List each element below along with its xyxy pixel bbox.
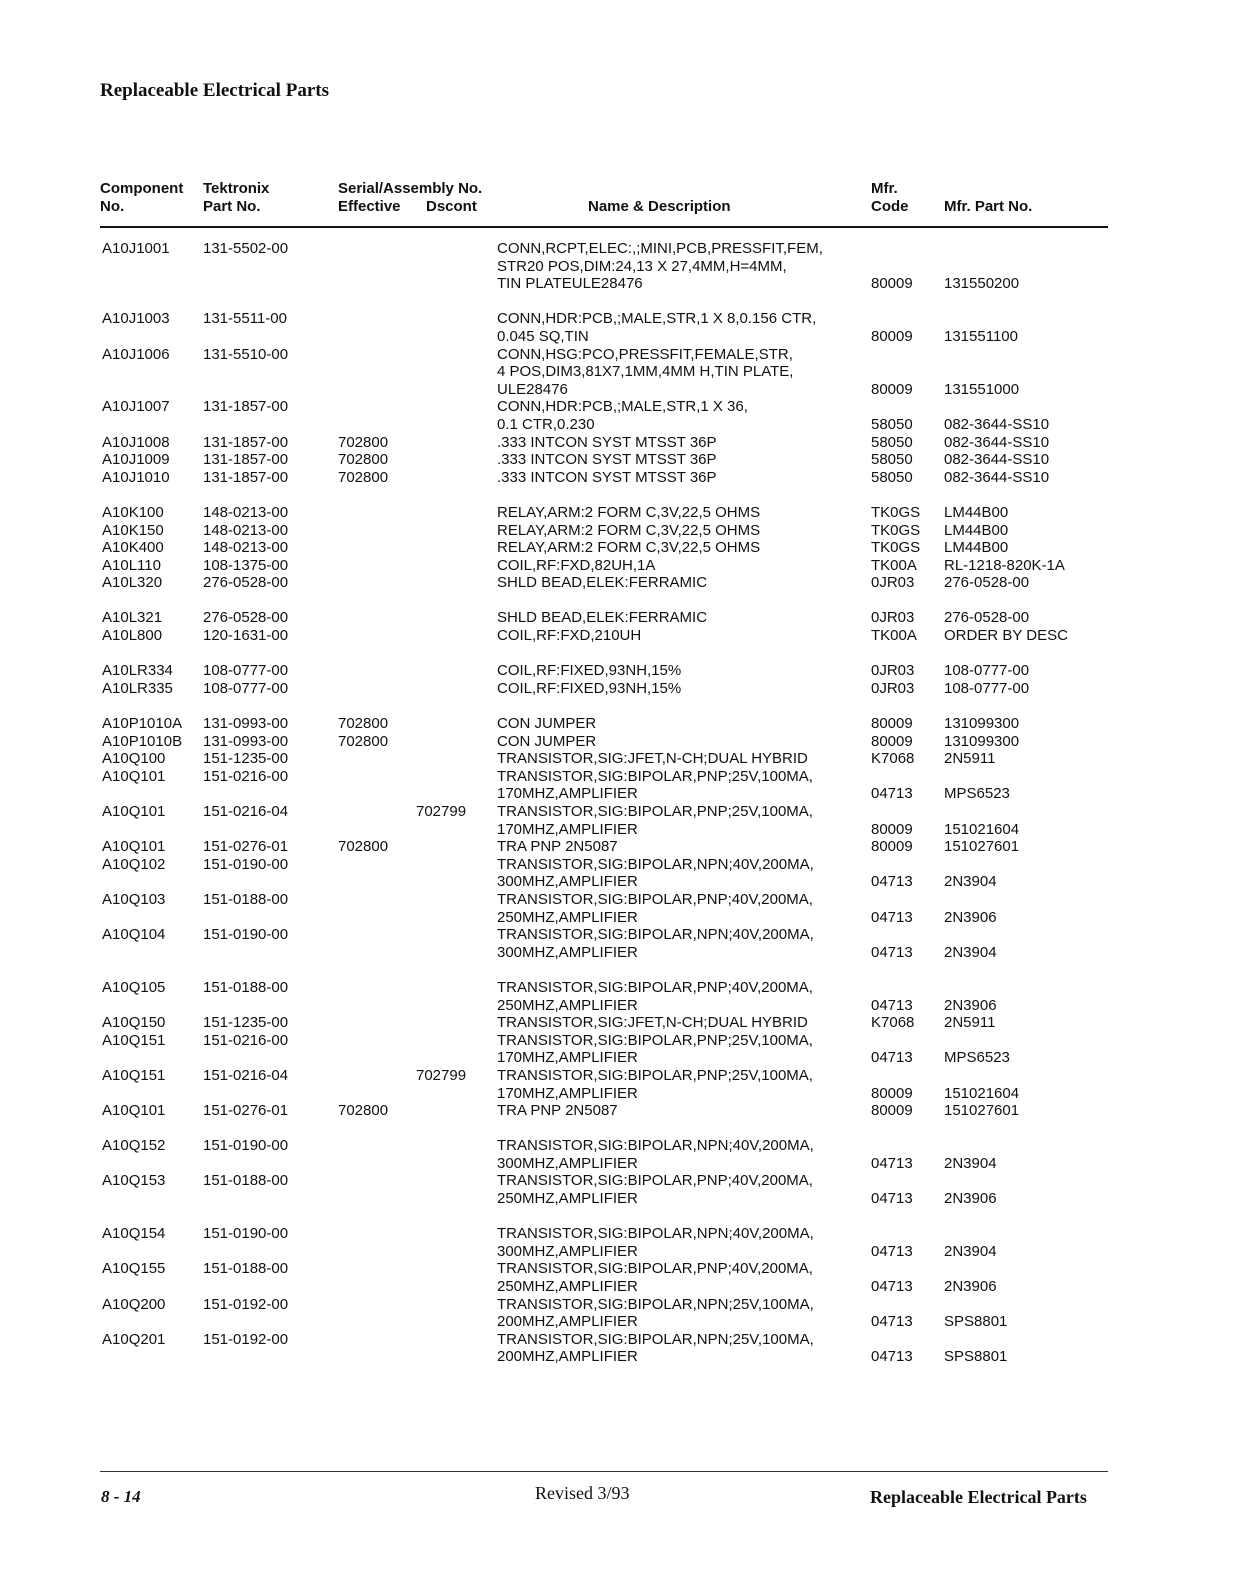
mfr-part-no-cell: MPS6523 xyxy=(944,1049,1010,1067)
table-row xyxy=(0,240,1236,258)
mfr-code-cell: 58050 xyxy=(871,451,913,469)
description-cell: SHLD BEAD,ELEK:FERRAMIC xyxy=(497,574,708,592)
table-row xyxy=(0,275,1236,293)
mfr-part-no-cell: 2N3906 xyxy=(944,1190,997,1208)
mfr-part-no-cell: 276-0528-00 xyxy=(944,574,1030,592)
component-cell: A10Q103 xyxy=(102,890,166,908)
description-cell: CONN,HDR:PCB,;MALE,STR,1 X 36, xyxy=(497,398,748,416)
component-cell: A10Q100 xyxy=(102,750,166,768)
table-row xyxy=(0,1225,1236,1243)
mfr-part-no-cell: 2N5911 xyxy=(944,750,996,768)
description-cell: CONN,RCPT,ELEC:,;MINI,PCB,PRESSFIT,FEM, xyxy=(497,240,823,257)
description-cell: 300MHZ,AMPLIFIER xyxy=(497,1154,638,1172)
table-row xyxy=(0,486,1236,504)
table-row xyxy=(0,328,1236,346)
part-no-cell: 151-0216-04 xyxy=(203,1066,289,1084)
table-row xyxy=(0,1260,1236,1278)
part-no-cell: 108-1375-00 xyxy=(203,556,289,574)
part-no-cell: 151-0192-00 xyxy=(203,1295,289,1313)
mfr-part-no-cell: ORDER BY DESC xyxy=(944,627,1068,645)
part-no-cell: 131-5511-00 xyxy=(203,310,287,328)
mfr-part-no-cell: 108-0777-00 xyxy=(944,662,1030,680)
mfr-part-no-cell: 131099300 xyxy=(944,732,1020,750)
table-row xyxy=(0,768,1236,786)
mfr-part-no-cell: 151027601 xyxy=(944,1102,1020,1120)
component-cell: A10LR335 xyxy=(102,679,173,697)
header-code: Code xyxy=(871,198,909,215)
description-cell: 250MHZ,AMPLIFIER xyxy=(497,1190,638,1208)
table-row xyxy=(0,997,1236,1015)
mfr-code-cell: 80009 xyxy=(871,732,913,750)
mfr-part-no-cell: SPS8801 xyxy=(944,1313,1008,1331)
part-no-cell: 151-0188-00 xyxy=(203,1172,289,1190)
component-cell: A10J1006 xyxy=(102,345,170,363)
mfr-code-cell: 80009 xyxy=(871,838,913,856)
part-no-cell: 108-0777-00 xyxy=(203,679,289,697)
mfr-code-cell: 04713 xyxy=(871,1154,913,1172)
header-mfr-part-no: Mfr. Part No. xyxy=(944,198,1033,215)
component-cell: A10K150 xyxy=(102,521,164,539)
description-cell: RELAY,ARM:2 FORM C,3V,22,5 OHMS xyxy=(497,503,761,521)
table-row xyxy=(0,838,1236,856)
table-row xyxy=(0,1296,1236,1314)
component-cell: A10K100 xyxy=(102,503,164,521)
description-cell: 0.1 CTR,0.230 xyxy=(497,415,595,433)
table-row xyxy=(0,469,1236,487)
description-cell: TRANSISTOR,SIG:JFET,N-CH;DUAL HYBRID xyxy=(497,750,808,768)
mfr-part-no-cell: 2N3906 xyxy=(944,908,997,926)
part-no-cell: 151-0188-00 xyxy=(203,890,289,908)
description-cell: TRA PNP 2N5087 xyxy=(497,1102,618,1120)
mfr-part-no-cell: 131550200 xyxy=(944,275,1020,293)
description-cell: 250MHZ,AMPLIFIER xyxy=(497,1278,638,1296)
table-row xyxy=(0,1085,1236,1103)
component-cell: A10J1001 xyxy=(102,240,170,257)
part-no-cell: 131-1857-00 xyxy=(203,451,289,469)
mfr-part-no-cell: LM44B00 xyxy=(944,521,1009,539)
mfr-code-cell: 04713 xyxy=(871,1049,913,1067)
table-row xyxy=(0,574,1236,592)
table-row xyxy=(0,1049,1236,1067)
mfr-code-cell: K7068 xyxy=(871,1014,915,1032)
component-cell: A10J1007 xyxy=(102,398,170,416)
part-no-cell: 151-0190-00 xyxy=(203,926,289,944)
component-cell: A10L320 xyxy=(102,574,163,592)
mfr-code-cell: TK00A xyxy=(871,627,917,645)
effective-cell: 702800 xyxy=(338,468,389,486)
mfr-part-no-cell: LM44B00 xyxy=(944,539,1009,557)
description-cell: TIN PLATEULE28476 xyxy=(497,275,643,293)
part-no-cell: 131-1857-00 xyxy=(203,398,289,416)
part-no-cell: 120-1631-00 xyxy=(203,627,289,645)
effective-cell: 702800 xyxy=(338,451,389,469)
mfr-code-cell: 04713 xyxy=(871,1313,913,1331)
component-cell: A10Q151 xyxy=(102,1031,166,1049)
mfr-code-cell: 80009 xyxy=(871,820,913,838)
table-row xyxy=(0,1032,1236,1050)
table-row xyxy=(0,451,1236,469)
table-row xyxy=(0,1014,1236,1032)
mfr-code-cell: 04713 xyxy=(871,996,913,1014)
mfr-part-no-cell: 2N3904 xyxy=(944,1242,997,1260)
part-no-cell: 151-0190-00 xyxy=(203,855,289,873)
effective-cell: 702800 xyxy=(338,1102,389,1120)
mfr-part-no-cell: 2N3906 xyxy=(944,996,997,1014)
table-row xyxy=(0,346,1236,364)
part-no-cell: 131-5502-00 xyxy=(203,240,289,257)
header-component: Component xyxy=(100,180,184,197)
header-dscont: Dscont xyxy=(426,198,477,215)
description-cell: .333 INTCON SYST MTSST 36P xyxy=(497,433,717,451)
mfr-part-no-cell: RL-1218-820K-1A xyxy=(944,556,1065,574)
mfr-part-no-cell: 131099300 xyxy=(944,715,1020,733)
mfr-part-no-cell: 2N3904 xyxy=(944,943,997,961)
description-cell: 300MHZ,AMPLIFIER xyxy=(497,1242,638,1260)
mfr-part-no-cell: 151021604 xyxy=(944,820,1020,838)
description-cell: TRANSISTOR,SIG:BIPOLAR,PNP;40V,200MA, xyxy=(497,1260,813,1278)
component-cell: A10Q104 xyxy=(102,926,166,944)
mfr-part-no-cell: 2N3904 xyxy=(944,1154,997,1172)
header-component-no: No. xyxy=(100,198,125,215)
mfr-part-no-cell: 131551100 xyxy=(944,327,1018,345)
mfr-code-cell: 58050 xyxy=(871,433,913,451)
description-cell: 4 POS,DIM3,81X7,1MM,4MM H,TIN PLATE, xyxy=(497,363,794,381)
component-cell: A10Q155 xyxy=(102,1260,166,1278)
description-cell: COIL,RF:FIXED,93NH,15% xyxy=(497,662,682,680)
description-cell: TRANSISTOR,SIG:BIPOLAR,PNP;40V,200MA, xyxy=(497,890,813,908)
table-row xyxy=(0,785,1236,803)
table-row xyxy=(0,609,1236,627)
table-row xyxy=(0,258,1236,276)
table-row xyxy=(0,381,1236,399)
component-cell: A10Q200 xyxy=(102,1295,166,1313)
component-cell: A10J1009 xyxy=(102,451,170,469)
table-row xyxy=(0,1208,1236,1226)
table-row xyxy=(0,873,1236,891)
component-cell: A10Q201 xyxy=(102,1330,166,1348)
mfr-code-cell: 80009 xyxy=(871,327,913,345)
part-no-cell: 151-1235-00 xyxy=(203,750,289,768)
description-cell: .333 INTCON SYST MTSST 36P xyxy=(497,451,717,469)
table-row xyxy=(0,363,1236,381)
table-row xyxy=(0,1190,1236,1208)
mfr-part-no-cell: 082-3644-SS10 xyxy=(944,468,1050,486)
mfr-code-cell: 80009 xyxy=(871,715,913,733)
part-no-cell: 276-0528-00 xyxy=(203,609,289,627)
part-no-cell: 131-1857-00 xyxy=(203,433,289,451)
part-no-cell: 151-0276-01 xyxy=(203,838,289,856)
part-no-cell: 151-0188-00 xyxy=(203,1260,289,1278)
table-row xyxy=(0,1243,1236,1261)
table-row xyxy=(0,1120,1236,1138)
part-no-cell: 276-0528-00 xyxy=(203,574,289,592)
mfr-code-cell: 58050 xyxy=(871,468,913,486)
table-row xyxy=(0,1172,1236,1190)
table-row xyxy=(0,1331,1236,1349)
component-cell: A10J1008 xyxy=(102,433,170,451)
component-cell: A10LR334 xyxy=(102,662,173,680)
table-row xyxy=(0,627,1236,645)
mfr-part-no-cell: 2N3906 xyxy=(944,1278,997,1296)
header-name-description: Name & Description xyxy=(588,198,731,215)
table-row xyxy=(0,662,1236,680)
mfr-part-no-cell: 276-0528-00 xyxy=(944,609,1030,627)
component-cell: A10J1010 xyxy=(102,468,170,486)
mfr-part-no-cell: 2N5911 xyxy=(944,1014,996,1032)
table-row xyxy=(0,293,1236,311)
mfr-code-cell: 04713 xyxy=(871,943,913,961)
table-row xyxy=(0,733,1236,751)
component-cell: A10Q101 xyxy=(102,803,166,820)
table-row xyxy=(0,434,1236,452)
table-row xyxy=(0,645,1236,663)
description-cell: STR20 POS,DIM:24,13 X 27,4MM,H=4MM, xyxy=(497,257,787,275)
part-no-cell: 131-0993-00 xyxy=(203,715,289,733)
table-row xyxy=(0,398,1236,416)
table-row xyxy=(0,522,1236,540)
mfr-part-no-cell: LM44B00 xyxy=(944,503,1009,521)
mfr-code-cell: 04713 xyxy=(871,1348,913,1366)
table-row xyxy=(0,1155,1236,1173)
description-cell: 300MHZ,AMPLIFIER xyxy=(497,873,638,891)
description-cell: COIL,RF:FIXED,93NH,15% xyxy=(497,679,682,697)
mfr-part-no-cell: 082-3644-SS10 xyxy=(944,433,1050,451)
effective-cell: 702800 xyxy=(338,715,389,733)
mfr-code-cell: 0JR03 xyxy=(871,609,915,627)
mfr-code-cell: 80009 xyxy=(871,380,913,398)
component-cell: A10K400 xyxy=(102,539,164,557)
table-row xyxy=(0,961,1236,979)
component-cell: A10Q153 xyxy=(102,1172,166,1190)
description-cell: TRANSISTOR,SIG:BIPOLAR,PNP;25V,100MA, xyxy=(497,803,813,820)
table-row xyxy=(0,750,1236,768)
table-row xyxy=(0,1313,1236,1331)
mfr-code-cell: TK00A xyxy=(871,556,917,574)
part-no-cell: 151-0190-00 xyxy=(203,1137,289,1155)
header-rule xyxy=(100,226,1108,228)
table-row xyxy=(0,310,1236,328)
component-cell: A10Q152 xyxy=(102,1137,166,1155)
description-cell: 0.045 SQ,TIN xyxy=(497,327,589,345)
description-cell: TRANSISTOR,SIG:BIPOLAR,NPN;40V,200MA, xyxy=(497,1137,814,1155)
table-row xyxy=(0,1137,1236,1155)
mfr-code-cell: TK0GS xyxy=(871,539,921,557)
mfr-code-cell: 04713 xyxy=(871,908,913,926)
mfr-code-cell: 04713 xyxy=(871,1242,913,1260)
header-mfr: Mfr. xyxy=(871,180,898,197)
table-row xyxy=(0,697,1236,715)
component-cell: A10Q101 xyxy=(102,1102,166,1120)
table-row xyxy=(0,1067,1236,1085)
mfr-code-cell: 04713 xyxy=(871,873,913,891)
description-cell: TRANSISTOR,SIG:BIPOLAR,PNP;25V,100MA, xyxy=(497,767,813,785)
mfr-code-cell: K7068 xyxy=(871,750,915,768)
description-cell: 200MHZ,AMPLIFIER xyxy=(497,1348,638,1366)
parts-table-body xyxy=(0,240,1236,1366)
mfr-code-cell: 58050 xyxy=(871,415,913,433)
part-no-cell: 151-0188-00 xyxy=(203,978,289,996)
component-cell: A10Q150 xyxy=(102,1014,166,1032)
component-cell: A10Q105 xyxy=(102,978,166,996)
mfr-code-cell: 80009 xyxy=(871,1102,913,1120)
description-cell: CON JUMPER xyxy=(497,715,597,733)
table-row xyxy=(0,821,1236,839)
component-cell: A10Q151 xyxy=(102,1066,166,1084)
mfr-part-no-cell: 082-3644-SS10 xyxy=(944,451,1050,469)
part-no-cell: 151-0216-04 xyxy=(203,803,289,820)
table-row xyxy=(0,1278,1236,1296)
part-no-cell: 108-0777-00 xyxy=(203,662,289,680)
mfr-code-cell: 80009 xyxy=(871,275,913,293)
description-cell: TRANSISTOR,SIG:BIPOLAR,NPN;40V,200MA, xyxy=(497,1225,814,1243)
part-no-cell: 131-0993-00 xyxy=(203,732,289,750)
description-cell: RELAY,ARM:2 FORM C,3V,22,5 OHMS xyxy=(497,539,761,557)
part-no-cell: 148-0213-00 xyxy=(203,503,289,521)
part-no-cell: 151-0190-00 xyxy=(203,1225,289,1243)
footer-rule xyxy=(100,1471,1108,1472)
table-row xyxy=(0,944,1236,962)
mfr-part-no-cell: 2N3904 xyxy=(944,873,997,891)
component-cell: A10Q101 xyxy=(102,838,166,856)
table-row xyxy=(0,557,1236,575)
mfr-code-cell: 04713 xyxy=(871,1278,913,1296)
mfr-code-cell: 04713 xyxy=(871,785,913,803)
part-no-cell: 131-5510-00 xyxy=(203,345,289,363)
mfr-part-no-cell: 131551000 xyxy=(944,380,1020,398)
mfr-part-no-cell: 151021604 xyxy=(944,1084,1020,1102)
header-serial: Serial/Assembly No. xyxy=(338,180,483,197)
mfr-part-no-cell: MPS6523 xyxy=(944,785,1010,803)
description-cell: TRANSISTOR,SIG:BIPOLAR,NPN;25V,100MA, xyxy=(497,1295,814,1313)
table-row xyxy=(0,856,1236,874)
part-no-cell: 151-1235-00 xyxy=(203,1014,289,1032)
mfr-code-cell: TK0GS xyxy=(871,503,921,521)
mfr-part-no-cell: SPS8801 xyxy=(944,1348,1008,1366)
description-cell: TRANSISTOR,SIG:BIPOLAR,NPN;40V,200MA, xyxy=(497,926,814,944)
component-cell: A10L321 xyxy=(102,609,163,627)
mfr-part-no-cell: 082-3644-SS10 xyxy=(944,415,1050,433)
description-cell: .333 INTCON SYST MTSST 36P xyxy=(497,468,717,486)
component-cell: A10J1003 xyxy=(102,310,170,328)
header-tektronix: Tektronix xyxy=(203,180,270,197)
footer-section: Replaceable Electrical Parts xyxy=(870,1487,1087,1507)
description-cell: TRANSISTOR,SIG:BIPOLAR,PNP;25V,100MA, xyxy=(497,1066,813,1084)
table-row xyxy=(0,539,1236,557)
component-cell: A10Q101 xyxy=(102,767,166,785)
description-cell: TRANSISTOR,SIG:BIPOLAR,PNP;40V,200MA, xyxy=(497,978,813,996)
table-row xyxy=(0,1102,1236,1120)
table-row xyxy=(0,926,1236,944)
effective-cell: 702800 xyxy=(338,838,389,856)
mfr-code-cell: 04713 xyxy=(871,1190,913,1208)
description-cell: 250MHZ,AMPLIFIER xyxy=(497,908,638,926)
description-cell: 170MHZ,AMPLIFIER xyxy=(497,820,638,838)
effective-cell: 702800 xyxy=(338,433,389,451)
footer-revision: Revised 3/93 xyxy=(535,1483,630,1503)
mfr-code-cell: 0JR03 xyxy=(871,679,915,697)
effective-cell: 702800 xyxy=(338,732,389,750)
table-row xyxy=(0,680,1236,698)
component-cell: A10Q102 xyxy=(102,855,166,873)
table-row xyxy=(0,891,1236,909)
description-cell: CONN,HSG:PCO,PRESSFIT,FEMALE,STR, xyxy=(497,345,793,363)
component-cell: A10P1010A xyxy=(102,715,183,733)
description-cell: TRANSISTOR,SIG:BIPOLAR,NPN;25V,100MA, xyxy=(497,1330,814,1348)
description-cell: RELAY,ARM:2 FORM C,3V,22,5 OHMS xyxy=(497,521,761,539)
mfr-code-cell: 80009 xyxy=(871,1084,913,1102)
description-cell: 170MHZ,AMPLIFIER xyxy=(497,1084,638,1102)
description-cell: TRANSISTOR,SIG:BIPOLAR,PNP;25V,100MA, xyxy=(497,1031,813,1049)
table-row xyxy=(0,1348,1236,1366)
mfr-code-cell: 0JR03 xyxy=(871,662,915,680)
part-no-cell: 151-0276-01 xyxy=(203,1102,289,1120)
mfr-part-no-cell: 108-0777-00 xyxy=(944,679,1030,697)
part-no-cell: 148-0213-00 xyxy=(203,539,289,557)
part-no-cell: 151-0192-00 xyxy=(203,1330,289,1348)
component-cell: A10L110 xyxy=(102,556,161,574)
dscont-cell: 702799 xyxy=(416,803,467,820)
table-row xyxy=(0,803,1236,821)
part-no-cell: 151-0216-00 xyxy=(203,1031,289,1049)
mfr-code-cell: 0JR03 xyxy=(871,574,915,592)
description-cell: 170MHZ,AMPLIFIER xyxy=(497,785,638,803)
description-cell: COIL,RF:FXD,82UH,1A xyxy=(497,556,656,574)
header-effective: Effective xyxy=(338,198,401,215)
table-row xyxy=(0,592,1236,610)
description-cell: COIL,RF:FXD,210UH xyxy=(497,627,642,645)
description-cell: TRANSISTOR,SIG:BIPOLAR,PNP;40V,200MA, xyxy=(497,1172,813,1190)
description-cell: SHLD BEAD,ELEK:FERRAMIC xyxy=(497,609,708,627)
footer-page-number: 8 - 14 xyxy=(101,1487,141,1506)
component-cell: A10P1010B xyxy=(102,732,183,750)
description-cell: 170MHZ,AMPLIFIER xyxy=(497,1049,638,1067)
mfr-part-no-cell: 151027601 xyxy=(944,838,1020,856)
description-cell: 300MHZ,AMPLIFIER xyxy=(497,943,638,961)
part-no-cell: 151-0216-00 xyxy=(203,767,289,785)
table-row xyxy=(0,715,1236,733)
mfr-code-cell: TK0GS xyxy=(871,521,921,539)
description-cell: CONN,HDR:PCB,;MALE,STR,1 X 8,0.156 CTR, xyxy=(497,310,817,328)
description-cell: TRANSISTOR,SIG:BIPOLAR,NPN;40V,200MA, xyxy=(497,855,814,873)
component-cell: A10L800 xyxy=(102,627,163,645)
table-row xyxy=(0,979,1236,997)
page-title: Replaceable Electrical Parts xyxy=(100,80,329,101)
description-cell: CON JUMPER xyxy=(497,732,597,750)
description-cell: TRA PNP 2N5087 xyxy=(497,838,618,856)
table-row xyxy=(0,504,1236,522)
description-cell: TRANSISTOR,SIG:JFET,N-CH;DUAL HYBRID xyxy=(497,1014,808,1032)
header-part-no: Part No. xyxy=(203,198,261,215)
description-cell: ULE28476 xyxy=(497,380,568,398)
component-cell: A10Q154 xyxy=(102,1225,166,1243)
table-row xyxy=(0,416,1236,434)
table-row xyxy=(0,909,1236,927)
part-no-cell: 148-0213-00 xyxy=(203,521,289,539)
part-no-cell: 131-1857-00 xyxy=(203,468,289,486)
dscont-cell: 702799 xyxy=(416,1066,467,1084)
description-cell: 250MHZ,AMPLIFIER xyxy=(497,996,638,1014)
description-cell: 200MHZ,AMPLIFIER xyxy=(497,1313,638,1331)
